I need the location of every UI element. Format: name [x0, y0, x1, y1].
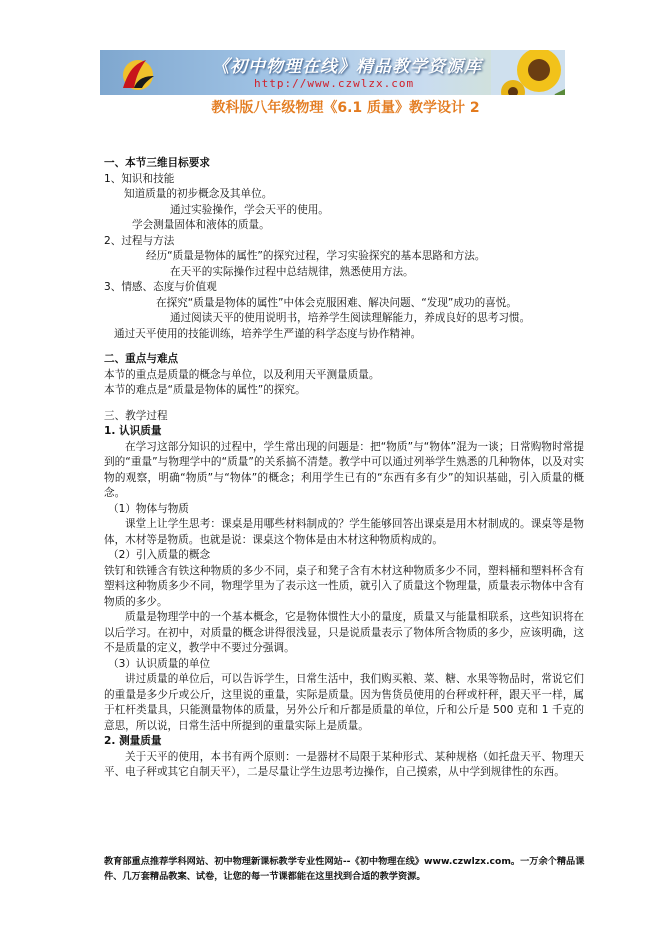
list-item: 在探究“质量是物体的属性”中体会克服困难、解决问题、“发现”成功的喜悦。	[156, 296, 517, 309]
list-item: 3、情感、态度与价值观	[104, 281, 217, 293]
sunflower-icon	[491, 50, 565, 95]
list-item: 1、知识和技能	[104, 172, 175, 185]
list-item: 在天平的实际操作过程中总结规律，熟悉使用方法。	[170, 265, 414, 278]
document-title: 教科版八年级物理《6.1 质量》教学设计 2	[211, 100, 480, 116]
banner-title: 《初中物理在线》精品教学资源库	[212, 57, 482, 77]
paragraph: 本节的难点是“质量是物体的属性”的探究。	[104, 384, 306, 396]
footer-line: 件、几万套精品教案、试卷，让您的每一节课都能在这里找到合适的教学资源。	[104, 871, 426, 882]
list-item: 经历“质量是物体的属性”的探究过程，学习实验探究的基本思路和方法。	[146, 250, 486, 262]
subsection-heading: 1. 认识质量	[104, 425, 162, 437]
list-item: 通过阅读天平的使用说明书，培养学生阅读理解能力，养成良好的思考习惯。	[170, 312, 531, 324]
header-banner	[100, 50, 565, 95]
site-logo-icon	[110, 54, 160, 92]
paragraph: 在学习这部分知识的过程中，学生常出现的问题是：把“物质”与“物体”混为一谈；日常购物时常提到的“重量”与物理学中的“质量”的关系搞不清楚。教学中可以通过列举学生熟悉的几种物体，以及对实物的观察，明确“物质”与“物体”的概念；利用学生已有的“东西有多有少”的知识基础，引入质量的概念。	[104, 440, 584, 499]
banner-url: http://www.czwlzx.com	[254, 77, 415, 90]
section-heading: 三、教学过程	[104, 409, 168, 422]
paragraph: 关于天平的使用，本书有两个原则：一是器材不局限于某种形式、某种规格（如托盘天平、物理天平、电子秤或其它自制天平），二是尽量让学生边思考边操作，自己摸索，从中学到规律性的东西。	[104, 750, 584, 778]
footer-line: 教育部重点推荐学科网站、初中物理新课标教学专业性网站--《初中物理在线》www.czwlzx.com。一万余个精品课	[104, 856, 585, 867]
section-heading: 二、重点与难点	[104, 353, 179, 365]
list-item: 通过实验操作，学会天平的使用。	[170, 203, 329, 216]
paragraph: 讲过质量的单位后，可以告诉学生，日常生活中，我们购买粮、菜、糖、水果等物品时，常说它们的重量是多少斤或公斤，这里说的重量，实际是质量。因为售货员使用的台秤或杆秤，跟天平一样，属于杠杆类量具，只能测量物体的质量，另外公斤和斤都是质量的单位，斤和公斤是 500 克和 1 千克的意思，所以说，日常生活中所提到的重量实际上是质量。	[104, 673, 584, 732]
section-heading: 一、本节三维目标要求	[104, 157, 210, 169]
list-item: 通过天平使用的技能训练，培养学生严谨的科学态度与协作精神。	[114, 327, 422, 340]
paragraph: 本节的重点是质量的概念与单位，以及利用天平测量质量。	[104, 368, 380, 381]
page-footer	[104, 854, 584, 884]
paragraph: 铁钉和铁锤含有铁这种物质的多少不同，桌子和凳子含有木材这种物质多少不同，塑料桶和塑料杯含有塑料这种物质多少不同，物理学里为了表示这一性质，就引入了质量这个物理量，质量表示物体中含有物质的多少。	[104, 564, 584, 608]
list-item: （1）物体与物质	[108, 502, 189, 515]
list-item: 学会测量固体和液体的质量。	[132, 219, 270, 231]
list-item: 知道质量的初步概念及其单位。	[124, 188, 273, 200]
list-item: （3）认识质量的单位	[108, 657, 211, 670]
paragraph: 课堂上让学生思考：课桌是用哪些材料制成的？学生能够回答出课桌是用木材制成的。课桌等是物体，木材等是物质。也就是说：课桌这个物体是由木材这种物质构成的。	[104, 518, 584, 546]
paragraph: 质量是物理学中的一个基本概念，它是物体惯性大小的量度，质量又与能量相联系，这些知识将在以后学习。在初中，对质量的概念讲得很浅显，只是说质量表示了物体所含物质的多少，应该明确，这不是质量的定义，教学中不要过分强调。	[104, 611, 584, 654]
subsection-heading: 2. 测量质量	[104, 735, 162, 747]
list-item: 2、过程与方法	[104, 234, 175, 247]
list-item: （2）引入质量的概念	[108, 549, 211, 561]
document-body	[104, 156, 584, 781]
